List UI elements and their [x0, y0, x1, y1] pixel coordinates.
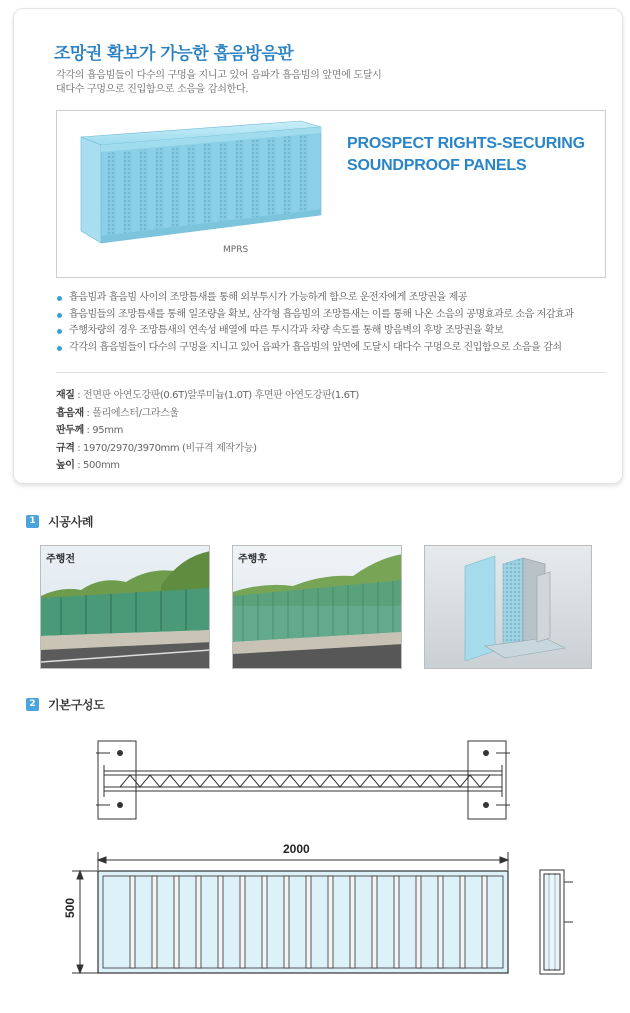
photo-label: 주행후	[238, 554, 267, 565]
photo-label: 주행전	[46, 554, 75, 565]
section-title: 시공사례	[48, 515, 94, 529]
model-label: MPRS	[223, 245, 249, 255]
feature-list	[56, 290, 574, 356]
section-header-construction	[26, 513, 93, 530]
height-dimension-label: 500	[63, 897, 77, 918]
section-title: 기본구성도	[48, 698, 105, 712]
spec-row	[56, 422, 359, 440]
soundproof-panel-illustration	[75, 119, 325, 244]
feature-text: 흡음빔들의 조망틈새를 통해 일조량을 확보, 삼각형 흡음빔의 조망틈새는 이를 통해 나온 소음의 공명효과로 소음 저감효과	[69, 308, 574, 320]
bullet-icon	[57, 346, 62, 351]
front-view-drawing	[60, 838, 520, 983]
spec-label: 규격	[56, 442, 75, 454]
bullet-icon	[57, 296, 62, 301]
bullet-icon	[57, 329, 62, 334]
spec-value: : 500mm	[74, 460, 120, 471]
intro-desc-line: 각각의 흡음빔들이 다수의 구멍을 지니고 있어 음파가 흡음빔의 앞면에 도달시	[56, 70, 382, 81]
list-item	[56, 290, 574, 307]
spec-label: 판두께	[56, 425, 84, 436]
feature-text: 각각의 흡음빔들이 다수의 구멍을 지니고 있어 음파가 흡음빔의 앞면에 도달시 대다수 구멍으로 진입함으로 소음을 감쇠	[69, 341, 562, 353]
product-card	[13, 8, 623, 484]
product-image-box	[56, 110, 606, 278]
list-item	[56, 340, 574, 357]
spec-value: : 95mm	[83, 425, 123, 436]
section-number-badge: 2	[26, 698, 39, 711]
feature-text: 흡음빔과 흡음빔 사이의 조망틈새를 통해 외부투시가 가능하게 함으로 운전자에게 조망권을 제공	[69, 292, 468, 303]
page-title: 조망권 확보가 가능한 흡음방음판	[54, 44, 294, 64]
top-view-drawing	[90, 735, 520, 825]
spec-label: 흡음재	[56, 407, 84, 419]
spec-row	[56, 387, 359, 405]
section-number-badge: 1	[26, 515, 39, 528]
spec-value: : 전면판 아연도강판(0.6T)알루미늄(1.0T) 후면판 아연도강판(1.6T)	[74, 390, 359, 401]
section-header-structure	[26, 696, 104, 713]
list-item	[56, 323, 574, 340]
photo-before	[40, 545, 210, 669]
product-heading-line: PROSPECT RIGHTS-SECURING	[347, 135, 585, 152]
photo-after	[232, 545, 402, 669]
spec-row	[56, 440, 359, 458]
product-heading	[347, 133, 585, 177]
product-heading-line: SOUNDPROOF PANELS	[347, 157, 527, 174]
spec-list	[56, 387, 359, 475]
spec-label: 높이	[56, 460, 75, 471]
width-dimension-label: 2000	[283, 842, 310, 856]
photo-detail	[424, 545, 592, 669]
spec-label: 재질	[56, 390, 75, 401]
list-item	[56, 307, 574, 324]
spec-value: : 폴리에스터/그라스울	[83, 407, 179, 419]
intro-desc-line: 대다수 구멍으로 진입함으로 소음을 감쇠한다.	[56, 84, 249, 95]
side-view-drawing	[535, 862, 580, 977]
bracket-detail-illustration	[425, 546, 592, 669]
feature-text: 주행차량의 경우 조망틈새의 연속성 배열에 따른 투시각과 차량 속도를 통해 방음벽의 후방 조망권을 확보	[69, 325, 504, 336]
spec-row	[56, 405, 359, 423]
bullet-icon	[57, 313, 62, 318]
divider	[56, 372, 606, 373]
spec-row	[56, 457, 359, 475]
intro-description	[56, 69, 381, 97]
spec-value: : 1970/2970/3970mm (비규격 제작가능)	[74, 442, 257, 454]
